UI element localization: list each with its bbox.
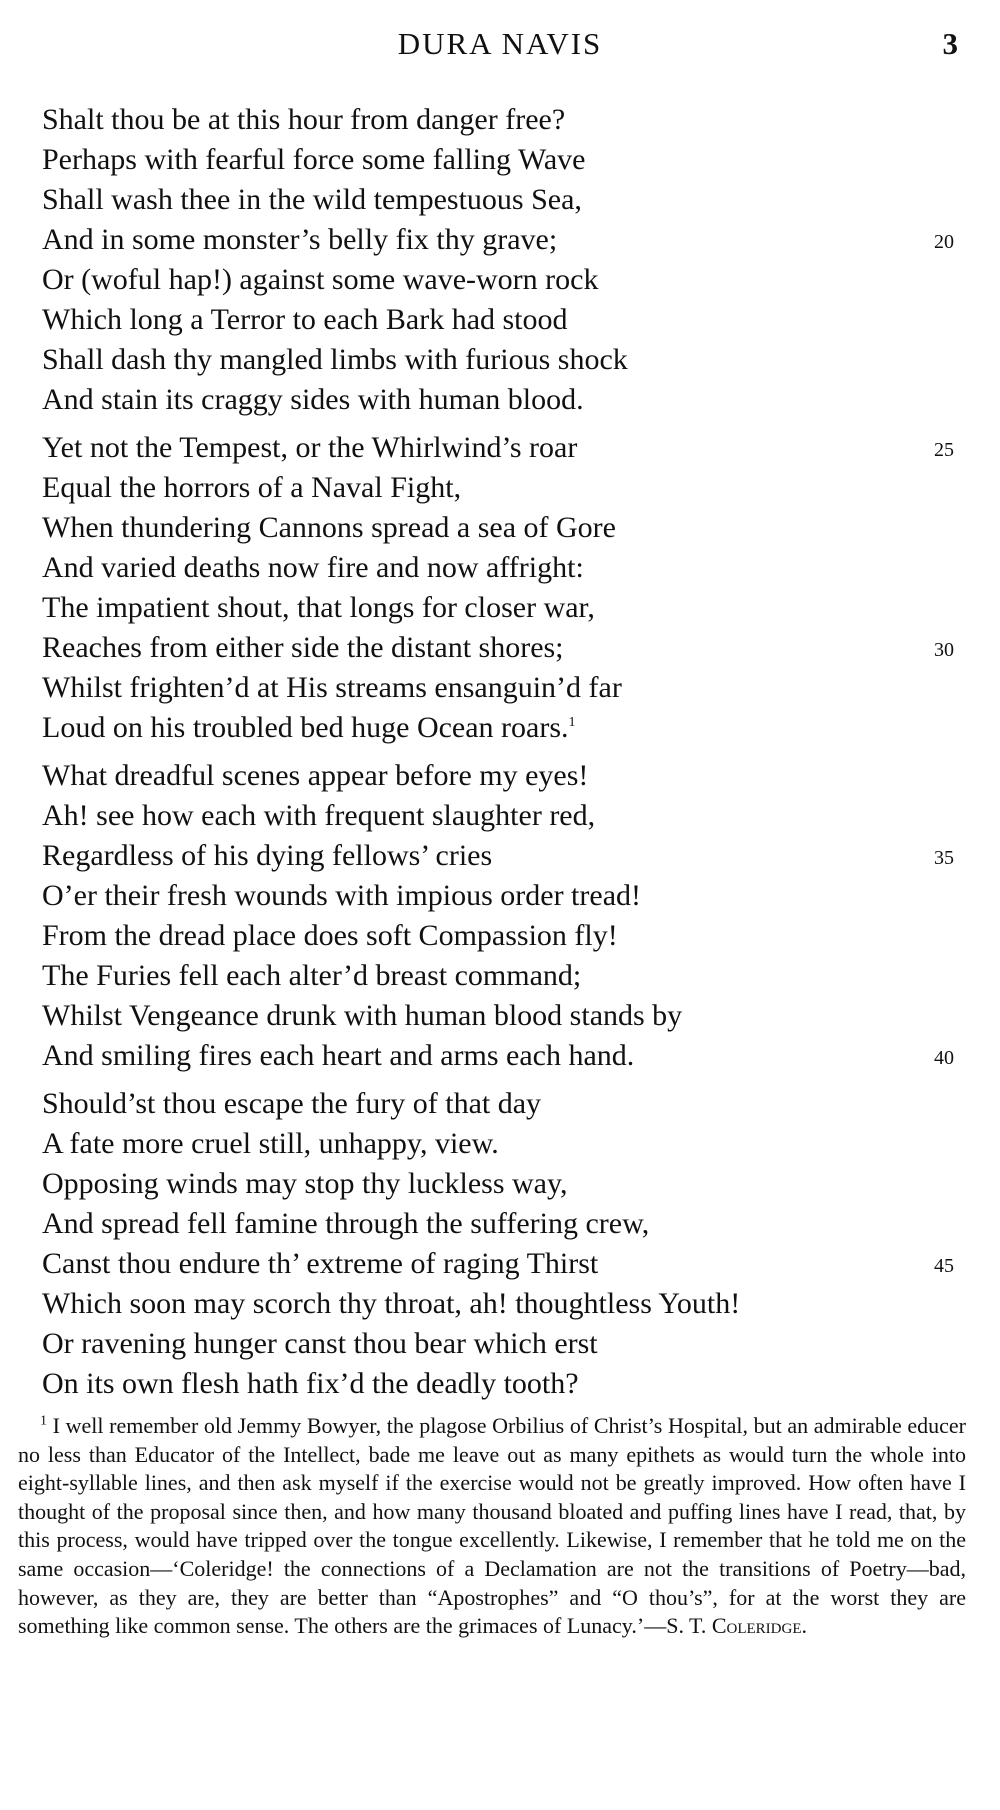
poem-line-text: Reaches from either side the distant shores;	[42, 631, 564, 664]
poem-line-text: Shall dash thy mangled limbs with furious shock	[42, 343, 628, 376]
poem-line	[42, 340, 972, 380]
running-title: DURA NAVIS	[397, 26, 603, 61]
poem-line-text: A fate more cruel still, unhappy, view.	[42, 1127, 499, 1160]
poem-line-text: And in some monster’s belly fix thy grave;	[42, 223, 558, 256]
poem-line-text: And spread fell famine through the suffering crew,	[42, 1207, 650, 1240]
poem-line-text: The Furies fell each alter’d breast command;	[42, 959, 582, 992]
poem-line-text: And stain its craggy sides with human blood.	[42, 383, 584, 416]
poem-line-text: And smiling fires each heart and arms each hand.	[42, 1039, 635, 1072]
stanza	[42, 1084, 972, 1404]
poem-line	[42, 180, 972, 220]
poem-line	[42, 876, 972, 916]
line-number: 25	[934, 439, 954, 461]
footnote-paragraph	[18, 1412, 966, 1641]
stanza	[42, 100, 972, 420]
poem-line	[42, 1036, 972, 1076]
poem-line	[42, 548, 972, 588]
poem-line	[42, 1364, 972, 1404]
footnote-signature: S. T. Coleridge.	[666, 1613, 808, 1639]
poem-line	[42, 956, 972, 996]
poem-line	[42, 708, 972, 748]
poem-line	[42, 140, 972, 180]
footnote-text: I well remember old Jemmy Bowyer, the plagose Orbilius of Christ’s Hospital, but an admirable educer no less than Educator of the Intellect, bade me leave out as many epithets as would turn the whole into eight-syllable lines, and then ask myself if the exercise would not be greatly improved. How often have I thought of the proposal since then, and how many thousand bloated and puffing lines have I read, that, by this process, would have tripped over the tongue excellently. Likewise, I remember that he told me on the same occasion—‘Coleridge! the connections of a Declamation are not the transitions of Poetry—bad, however, as they are, they are better than “Apostrophes” and “O thou’s”, for at the worst they are something like common sense. The others are the grimaces of Lunacy.’—	[18, 1413, 966, 1639]
poem-line-text: Shalt thou be at this hour from danger free?	[42, 103, 566, 136]
poem-line-text: Or (woful hap!) against some wave-worn rock	[42, 263, 599, 296]
poem-line	[42, 380, 972, 420]
poem-line	[42, 1284, 972, 1324]
poem-line	[42, 628, 972, 668]
poem-line-text: Canst thou endure th’ extreme of raging Thirst	[42, 1247, 599, 1280]
poem-line-text: Which soon may scorch thy throat, ah! thoughtless Youth!	[42, 1287, 741, 1320]
poem-line	[42, 668, 972, 708]
poem-line	[42, 796, 972, 836]
stanza	[42, 428, 972, 748]
footnote-marker: 1	[40, 1413, 47, 1429]
poem-line-text: Should’st thou escape the fury of that day	[42, 1087, 542, 1120]
poem-line-text: When thundering Cannons spread a sea of Gore	[42, 511, 616, 544]
poem-line-text: Opposing winds may stop thy luckless way,	[42, 1167, 568, 1200]
poem-line-text: Loud on his troubled bed huge Ocean roars.	[42, 711, 569, 744]
poem-line-text: On its own flesh hath fix’d the deadly tooth?	[42, 1367, 579, 1400]
line-number: 35	[934, 847, 954, 869]
page-number: 3	[942, 26, 958, 61]
stanza	[42, 756, 972, 1076]
poem-line	[42, 996, 972, 1036]
poem-line	[42, 1204, 972, 1244]
poem-line	[42, 220, 972, 260]
poem-line-text: Equal the horrors of a Naval Fight,	[42, 471, 462, 504]
poem-line	[42, 588, 972, 628]
poem-line	[42, 1244, 972, 1284]
poem-line	[42, 100, 972, 140]
poem-line-text: Whilst frighten’d at His streams ensanguin’d far	[42, 671, 622, 704]
footnote	[18, 1412, 966, 1641]
page-header	[0, 26, 1000, 66]
poem-line	[42, 260, 972, 300]
poem-line-text: Which long a Terror to each Bark had stood	[42, 303, 568, 336]
line-number: 40	[934, 1047, 954, 1069]
poem-line-text: Yet not the Tempest, or the Whirlwind’s roar	[42, 431, 578, 464]
poem-line-text: Ah! see how each with frequent slaughter red,	[42, 799, 596, 832]
poem-line-text: From the dread place does soft Compassion fly!	[42, 919, 618, 952]
poem-line	[42, 836, 972, 876]
poem-line-text: The impatient shout, that longs for closer war,	[42, 591, 595, 624]
footnote-reference: 1	[568, 715, 576, 730]
poem-line	[42, 1084, 972, 1124]
line-number: 30	[934, 639, 954, 661]
poem-line-text: Regardless of his dying fellows’ cries	[42, 839, 493, 872]
poem-line	[42, 916, 972, 956]
poem-line-text: Whilst Vengeance drunk with human blood stands by	[42, 999, 683, 1032]
poem-line-text: Or ravening hunger canst thou bear which erst	[42, 1327, 598, 1360]
poem-line	[42, 1124, 972, 1164]
poem-body	[42, 100, 972, 1404]
poem-line	[42, 1324, 972, 1364]
poem-line	[42, 508, 972, 548]
line-number: 45	[934, 1255, 954, 1277]
poem-line	[42, 428, 972, 468]
poem-line	[42, 468, 972, 508]
poem-line-text: And varied deaths now fire and now affright:	[42, 551, 584, 584]
poem-line-text: What dreadful scenes appear before my eyes!	[42, 759, 589, 792]
poem-line-text: O’er their fresh wounds with impious order tread!	[42, 879, 642, 912]
poem-line	[42, 1164, 972, 1204]
poem-line-text: Perhaps with fearful force some falling Wave	[42, 143, 586, 176]
poem-line	[42, 300, 972, 340]
line-number: 20	[934, 231, 954, 253]
poem-line-text: Shall wash thee in the wild tempestuous Sea,	[42, 183, 582, 216]
poem-line	[42, 756, 972, 796]
